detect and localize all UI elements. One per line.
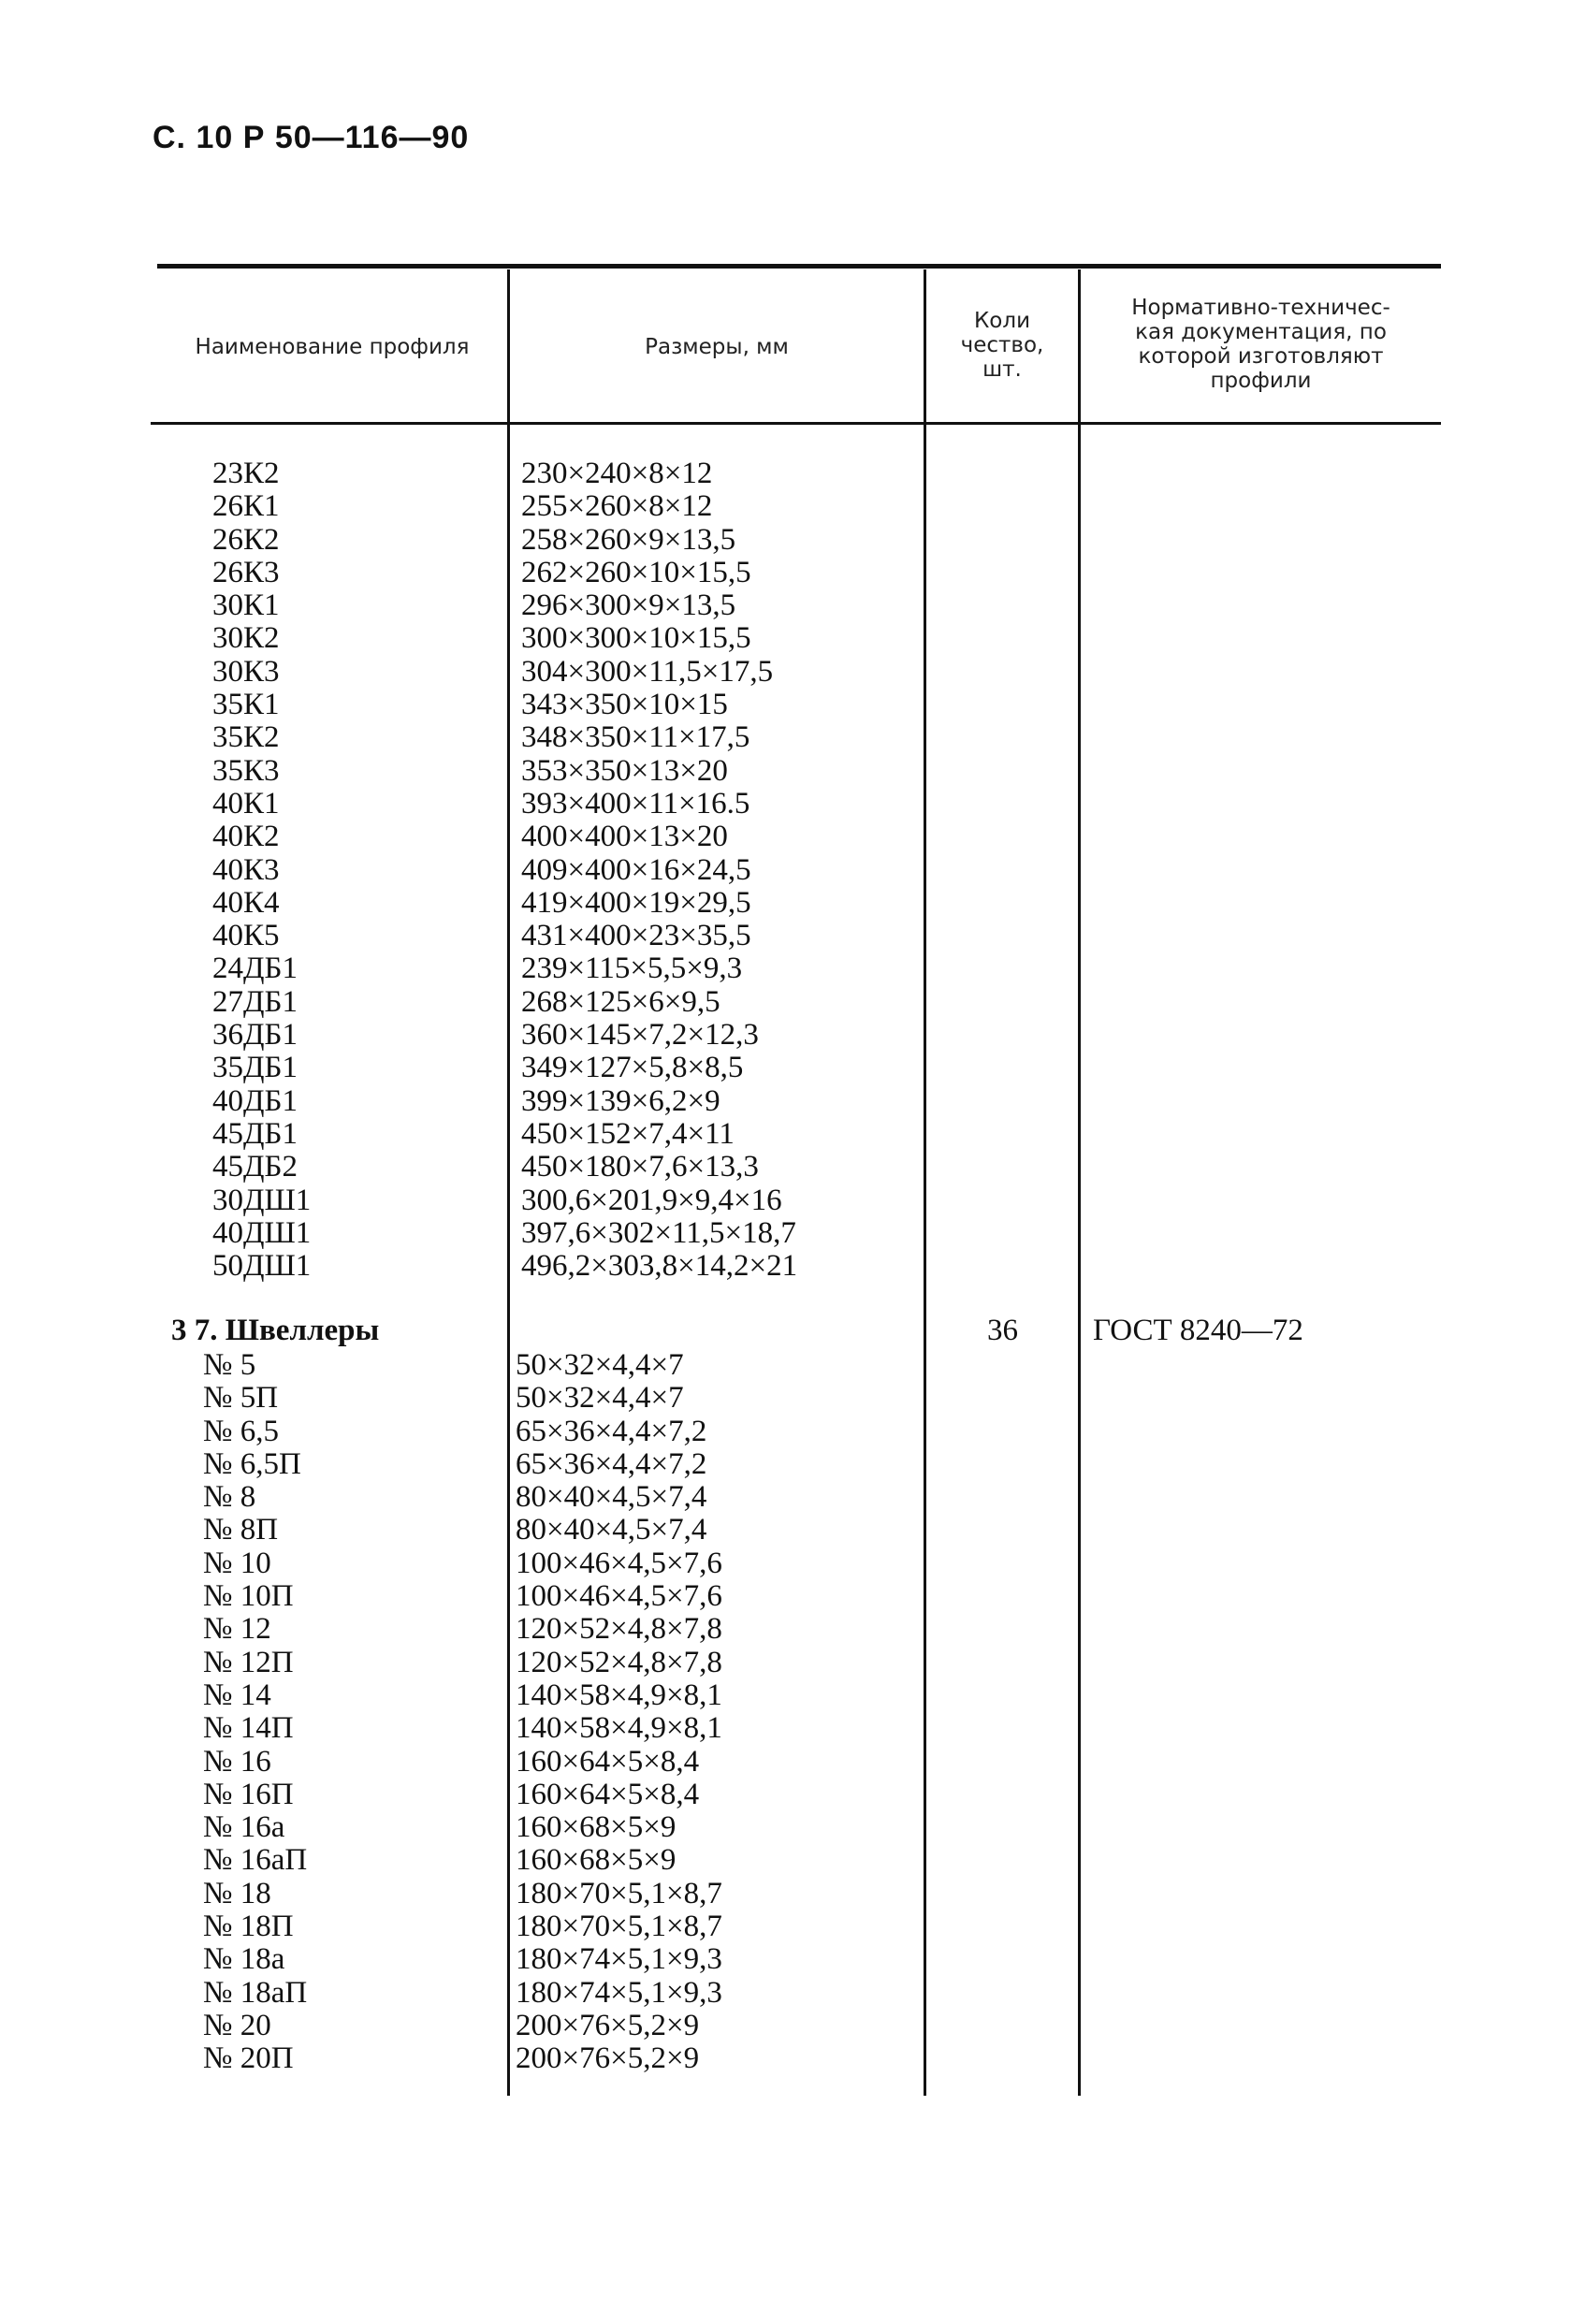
profile-name-cell: 23К2 [212,457,280,490]
column-divider-1-body [507,425,510,2096]
profile-name-cell: № 18П [203,1910,294,1944]
dimensions-cell: 304×300×11,5×17,5 [521,654,774,689]
profile-name-cell: 36ДБ1 [212,1018,298,1053]
dimensions-cell: 100×46×4,5×7,6 [516,1546,722,1580]
profile-name-cell: № 14 [203,1678,271,1712]
dimensions-cell: 120×52×4,8×7,8 [516,1645,722,1679]
profile-name-cell: № 16а [203,1810,285,1845]
header-dimensions: Размеры, мм [645,335,789,359]
dimensions-cell: 393×400×11×16.5 [521,786,750,821]
profile-name-cell: № 16 [203,1744,271,1779]
dimensions-cell: 450×180×7,6×13,3 [521,1150,759,1184]
dimensions-cell: 65×36×4,4×7,2 [516,1414,707,1448]
profile-name-cell: 35ДБ1 [212,1051,298,1085]
dimensions-cell: 180×74×5,1×9,3 [516,1975,722,2010]
profile-name-cell: № 6,5П [203,1446,301,1481]
group1-profile-names [212,458,311,1283]
section-37-dimensions [516,1349,722,2076]
column-divider-3-body [1078,425,1081,2096]
dimensions-cell: 239×115×5,5×9,3 [521,951,743,986]
dimensions-cell: 50×32×4,4×7 [516,1348,684,1382]
profile-name-cell: № 18 [203,1876,271,1910]
section-37-standard: ГОСТ 8240—72 [1093,1314,1303,1347]
section-37-quantity: 36 [987,1314,1018,1347]
profile-name-cell: 30ДШ1 [212,1183,312,1217]
dimensions-cell: 140×58×4,9×8,1 [516,1711,722,1746]
profile-name-cell: 40К4 [212,885,280,920]
profile-name-cell: № 14П [203,1711,294,1746]
profile-name-cell: 27ДБ1 [212,984,298,1019]
profile-name-cell: 40ДБ1 [212,1083,298,1118]
dimensions-cell: 397,6×302×11,5×18,7 [521,1215,796,1250]
profile-name-cell: 40К5 [212,919,280,953]
profile-name-cell: № 12 [203,1612,271,1647]
dimensions-cell: 140×58×4,9×8,1 [516,1678,722,1712]
dimensions-cell: 343×350×10×15 [521,688,728,722]
dimensions-cell: 450×152×7,4×11 [521,1116,735,1151]
dimensions-cell: 496,2×303,8×14,2×21 [521,1249,798,1284]
dimensions-cell: 353×350×13×20 [521,753,728,788]
profile-name-cell: 40К1 [212,786,280,821]
profile-name-cell: № 10 [203,1546,271,1580]
dimensions-cell: 349×127×5,8×8,5 [521,1051,744,1085]
dimensions-cell: 300,6×201,9×9,4×16 [521,1183,782,1217]
profile-name-cell: 40К3 [212,852,280,887]
dimensions-cell: 399×139×6,2×9 [521,1083,720,1118]
profile-name-cell: 45ДБ1 [212,1116,298,1151]
dimensions-cell: 262×260×10×15,5 [521,555,751,589]
profile-name-cell: № 5П [203,1381,279,1416]
dimensions-cell: 348×350×11×17,5 [521,720,750,755]
dimensions-cell: 120×52×4,8×7,8 [516,1612,722,1647]
section-37-title: 3 7. Швеллеры [171,1314,380,1347]
dimensions-cell: 258×260×9×13,5 [521,522,736,557]
profile-name-cell: 30К2 [212,621,280,656]
profile-name-cell: 24ДБ1 [212,951,298,986]
profile-name-cell: 26К1 [212,489,280,524]
dimensions-cell: 100×46×4,5×7,6 [516,1579,722,1614]
dimensions-cell: 160×68×5×9 [516,1810,677,1845]
profile-name-cell: 40ДШ1 [212,1215,312,1250]
profile-name-cell: № 20П [203,2041,294,2076]
profile-name-cell: 30К1 [212,588,280,623]
section-37-profile-names [203,1349,307,2076]
dimensions-cell: 431×400×23×35,5 [521,919,751,953]
header-quantity: Коли чество, шт. [960,309,1044,382]
dimensions-cell: 230×240×8×12 [521,457,713,490]
page-header: С. 10 Р 50—116—90 [153,120,470,155]
dimensions-cell: 200×76×5,2×9 [516,2008,700,2042]
dimensions-cell: 80×40×4,5×7,4 [516,1513,707,1547]
dimensions-cell: 360×145×7,2×12,3 [521,1018,759,1053]
profile-name-cell: № 5 [203,1348,256,1382]
table-top-rule [157,264,1441,269]
profile-name-cell: № 6,5 [203,1414,279,1448]
dimensions-cell: 160×64×5×8,4 [516,1744,700,1779]
dimensions-cell: 65×36×4,4×7,2 [516,1446,707,1481]
dimensions-cell: 80×40×4,5×7,4 [516,1480,707,1515]
profile-name-cell: № 18аП [203,1975,308,2010]
dimensions-cell: 200×76×5,2×9 [516,2041,700,2076]
header-normative-doc: Нормативно-техничес- кая документация, по которой изготовляют профили [1131,296,1390,393]
profile-name-cell: № 20 [203,2008,271,2042]
dimensions-cell: 296×300×9×13,5 [521,588,736,623]
dimensions-cell: 160×68×5×9 [516,1843,677,1878]
dimensions-cell: 409×400×16×24,5 [521,852,751,887]
profile-name-cell: 45ДБ2 [212,1150,298,1184]
dimensions-cell: 50×32×4,4×7 [516,1381,684,1416]
profile-name-cell: 35К3 [212,753,280,788]
profile-name-cell: 35К2 [212,720,280,755]
profile-name-cell: 50ДШ1 [212,1249,312,1284]
profile-name-cell: 26К3 [212,555,280,589]
header-profile-name: Наименование профиля [195,335,470,359]
group1-dimensions [521,458,797,1283]
profile-name-cell: № 10П [203,1579,294,1614]
dimensions-cell: 180×70×5,1×8,7 [516,1876,722,1910]
dimensions-cell: 180×70×5,1×8,7 [516,1910,722,1944]
dimensions-cell: 268×125×6×9,5 [521,984,720,1019]
profile-name-cell: 35К1 [212,688,280,722]
profile-name-cell: № 12П [203,1645,294,1679]
table-header-bottom-rule [151,422,1441,425]
dimensions-cell: 160×64×5×8,4 [516,1777,700,1811]
profile-name-cell: № 16П [203,1777,294,1811]
profile-name-cell: № 18а [203,1942,285,1977]
profile-name-cell: № 8 [203,1480,256,1515]
profile-name-cell: 26К2 [212,522,280,557]
dimensions-cell: 180×74×5,1×9,3 [516,1942,722,1977]
column-divider-2-body [924,425,926,2096]
dimensions-cell: 419×400×19×29,5 [521,885,751,920]
dimensions-cell: 255×260×8×12 [521,489,713,524]
profile-name-cell: 40К2 [212,820,280,854]
profile-name-cell: 30К3 [212,654,280,689]
profile-name-cell: № 8П [203,1513,279,1547]
dimensions-cell: 400×400×13×20 [521,820,728,854]
profile-name-cell: № 16аП [203,1843,308,1878]
dimensions-cell: 300×300×10×15,5 [521,621,751,656]
